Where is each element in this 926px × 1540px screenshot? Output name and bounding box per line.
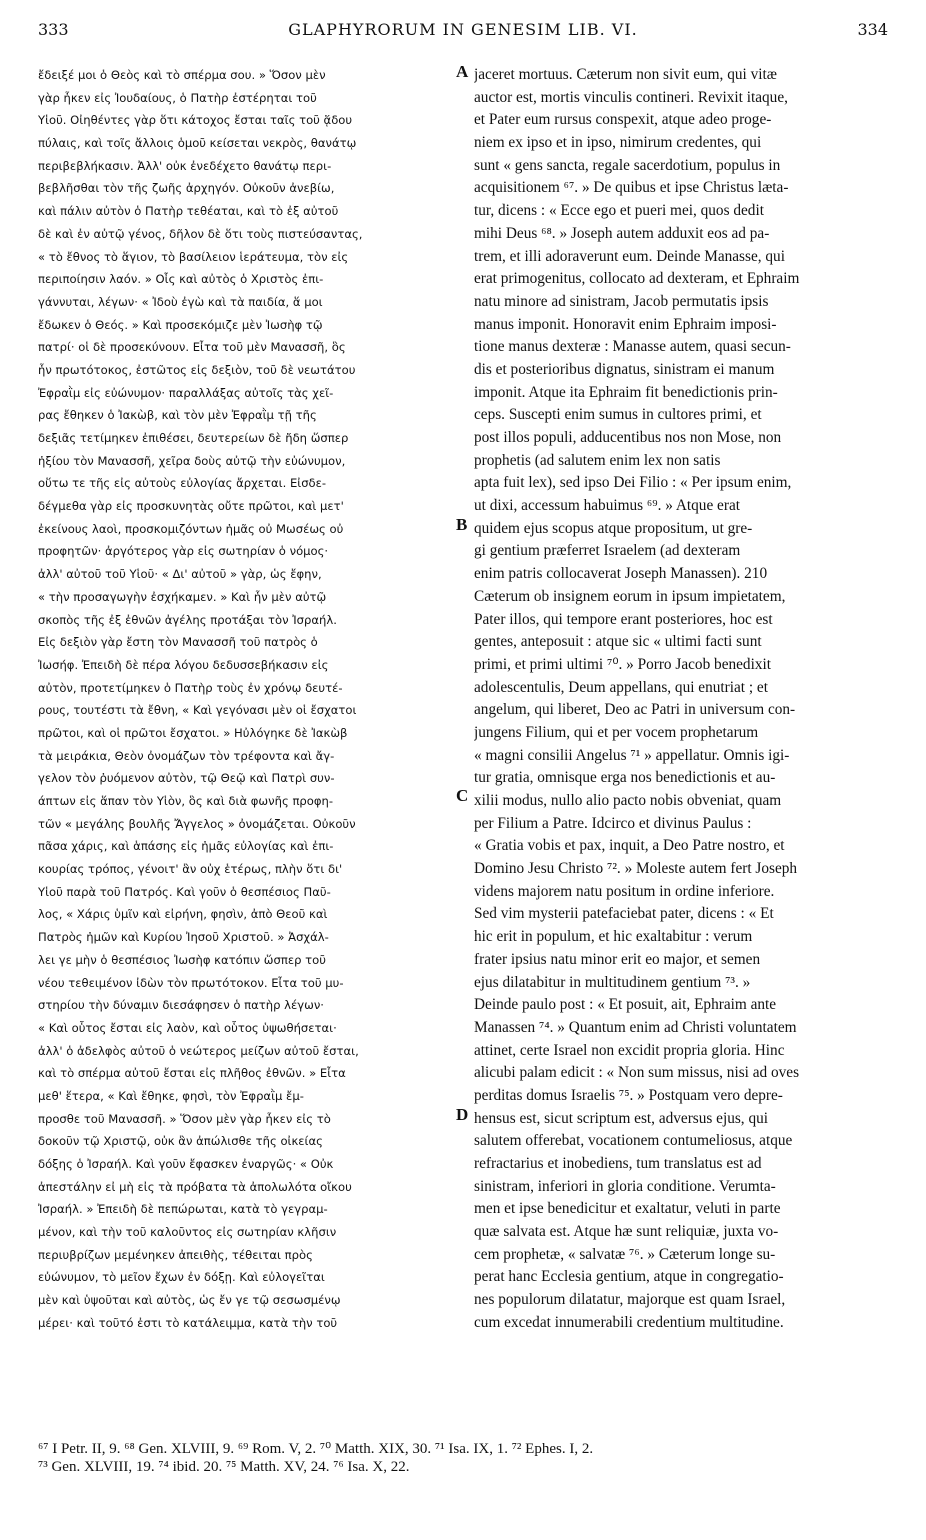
latin-text-line: « magni consilii Angelus ⁷¹ » appellatur. Omnis igi- bbox=[474, 746, 790, 764]
latin-text-line: refractarius et inobediens, tum translatus est ad bbox=[474, 1155, 762, 1172]
latin-text-line: prophetis (ad salutem enim lex non satis bbox=[474, 451, 721, 469]
section-marker-d: D bbox=[456, 1105, 469, 1124]
greek-text-line: δοκοῦν τῷ Χριστῷ, οὐκ ἂν ἀπώλισθε τῆς οἰκείας bbox=[38, 1134, 323, 1149]
latin-text-line: Sed vim mysterii patefaciebat pater, dicens : « Et bbox=[474, 905, 774, 923]
greek-text-line: προσθε τοῦ Μανασσῆ. » Ὅσον μὲν γὰρ ἦκεν εἰς τὸ bbox=[38, 1111, 331, 1126]
latin-text-line: men et ipse benedicitur et exaltatur, veluti in parte bbox=[474, 1200, 781, 1218]
latin-text-line: tur gratia, omnisque erga nos benedictionis et au- bbox=[474, 769, 776, 787]
latin-text-line: Cæterum ob insignem eorum in ipsum impietatem, bbox=[474, 587, 786, 605]
greek-text-line: ρους, τουτέστι τὰ ἔθνη, « Καὶ γεγόνασι μὲν οἱ ἔσχατοι bbox=[38, 703, 357, 718]
section-marker-a: A bbox=[456, 62, 469, 81]
greek-text-line: δόξης ὁ Ἰσραήλ. Καὶ γοῦν ἔφασκεν ἐναργῶς· « Οὐκ bbox=[38, 1157, 334, 1171]
latin-text-line: et Pater eum rursus conspexit, atque adeo proge- bbox=[474, 111, 772, 129]
latin-text-line: alicubi palam edicit : « Non sum missus, nisi ad oves bbox=[474, 1064, 800, 1082]
latin-text-line: hensus est, sicut scriptum est, adversus ejus, qui bbox=[474, 1109, 769, 1127]
section-marker-c: C bbox=[456, 786, 469, 805]
latin-text-line: tione manus dexteræ : Manasse autem, quasi secun- bbox=[474, 338, 791, 356]
greek-text-line: στηρίου τὴν δύναμιν διεσάφησεν ὁ πατὴρ λέγων· bbox=[38, 998, 324, 1013]
latin-text-line: gi gentium præferret Israelem (ad dexteram bbox=[474, 542, 741, 560]
greek-text-column bbox=[38, 64, 458, 1335]
latin-text-line: attinet, certe Israel non excidit propria gloria. Hinc bbox=[474, 1041, 785, 1059]
greek-text-line: περιποίησιν λαόν. » Οἷς καὶ αὐτὸς ὁ Χριστὸς ἐπι- bbox=[38, 272, 324, 287]
latin-text-line: « Gratia vobis et pax, inquit, a Deo Patre nostro, et bbox=[474, 837, 785, 855]
greek-text-line: λει γε μὴν ὁ θεσπέσιος Ἰωσὴφ κατόπιν ὥσπερ τοῦ bbox=[38, 952, 326, 967]
latin-text-line: nes populorum dilatatur, majorque est quam Israel, bbox=[474, 1291, 786, 1309]
greek-text-line: γάννυται, λέγων· « Ἰδοὺ ἐγὼ καὶ τὰ παιδία, ἅ μοι bbox=[38, 294, 323, 309]
latin-text-line: dis et posterioribus dignatus, sinistram ei manum bbox=[474, 360, 775, 378]
greek-text-line: μέρει· καὶ τοῦτό ἐστι τὸ κατάλειμμα, κατὰ τὴν τοῦ bbox=[38, 1315, 338, 1330]
greek-text-line: κουρίας τρόπος, γένοιτ' ἂν οὐχ ἑτέρως, πλὴν ὅτι δι' bbox=[38, 862, 343, 877]
greek-text-line: βεβλῆσθαι τὸν τῆς ζωῆς ἀρχηγόν. Οὐκοῦν ἀνεβίω, bbox=[38, 181, 335, 196]
greek-text-line: ἔδειξέ μοι ὁ Θεὸς καὶ τὸ σπέρμα σου. » Ὅσον μὲν bbox=[38, 68, 326, 82]
greek-text-line: γελον τὸν ῥυόμενον αὐτὸν, τῷ Θεῷ καὶ Πατρὶ συν- bbox=[38, 771, 335, 786]
greek-text-line: τὰ μειράκια, Θεὸν ὀνομάζων τὸν τρέφοντα καὶ ἄγ- bbox=[38, 748, 335, 763]
latin-text-line: primi, et primi ultimi ⁷⁰. » Porro Jacob benedixit bbox=[474, 655, 771, 673]
footnotes bbox=[38, 1440, 888, 1476]
greek-text-line: Ἰωσήφ. Ἐπειδὴ δὲ πέρα λόγου δεδυσσεβήκασιν εἰς bbox=[38, 657, 329, 672]
latin-text-line: per Filium a Patre. Idcirco et divinus Paulus : bbox=[474, 814, 752, 832]
latin-text-line: xilii modus, nullo alio pacto nobis obveniat, quam bbox=[474, 792, 782, 809]
latin-text-line: auctor est, mortis vinculis contineri. Revixit itaque, bbox=[474, 88, 788, 106]
greek-text-line: τῶν « μεγάλης βουλῆς Ἄγγελος » ὀνομάζεται. Οὐκοῦν bbox=[38, 816, 356, 831]
greek-text-line: Πατρὸς ἡμῶν καὶ Κυρίου Ἰησοῦ Χριστοῦ. » Ἀσχάλ- bbox=[38, 930, 329, 945]
running-title: GLAPHYRORUM IN GENESIM LIB. VI. bbox=[288, 20, 638, 39]
latin-text-line: hic erit in populum, et hic exaltabitur : verum bbox=[474, 928, 753, 946]
greek-text-line: αὐτὸν, προτετίμηκεν ὁ Πατὴρ τοὺς ἐν χρόνῳ δευτέ- bbox=[38, 680, 343, 695]
page-number-left: 333 bbox=[38, 20, 69, 39]
greek-text-line: ἠξίου τὸν Μανασσῆ, χεῖρα δοὺς αὐτῷ τὴν εὐώνυμον, bbox=[38, 453, 346, 468]
greek-text-line: σκοπὸς τῆς ἐξ ἐθνῶν ἀγέλης προτάξαι τὸν Ἰσραήλ. bbox=[38, 612, 337, 627]
latin-text-line: Deinde paulo post : « Et posuit, ait, Ephraim ante bbox=[474, 996, 777, 1014]
greek-text-line: καὶ πάλιν αὐτὸν ὁ Πατὴρ τεθέαται, καὶ τὸ ἐξ αὐτοῦ bbox=[38, 204, 339, 219]
latin-text-line: cum excedat innumerabili credentium multitudine. bbox=[474, 1313, 784, 1331]
greek-text-line: « τὴν προσαγωγὴν ἐσχήκαμεν. » Καὶ ἦν μὲν αὐτῷ bbox=[38, 589, 327, 604]
greek-text-line: δεξιᾶς τετίμηκεν ἐπιθέσει, δευτερείων δὲ ἤδη ὥσπερ bbox=[38, 431, 349, 445]
greek-text-line: προφητῶν· ἀργότερος γὰρ εἰς σωτηρίαν ὁ νόμος· bbox=[38, 544, 329, 559]
page-header bbox=[0, 0, 926, 70]
greek-text-line: « τὸ ἔθνος τὸ ἅγιον, τὸ βασίλειον ἱεράτευμα, τὸν εἰς bbox=[38, 249, 349, 264]
footnote-line: ⁷³ Gen. XLVIII, 19. ⁷⁴ ibid. 20. ⁷⁵ Matth. XV, 24. ⁷⁶ Isa. X, 22. bbox=[38, 1459, 410, 1475]
latin-text-line: jaceret mortuus. Cæterum non sivit eum, qui vitæ bbox=[474, 66, 777, 83]
latin-text-line: jungens Filium, qui et per vocem prophetarum bbox=[474, 723, 759, 741]
latin-text-line: videns majorem natu positum in ordine inferiore. bbox=[474, 882, 775, 900]
greek-text-line: δὲ καὶ ἐν αὐτῷ γένος, δῆλον δὲ ὅτι τοὺς πιστεύσαντας, bbox=[38, 226, 363, 241]
greek-text-line: γὰρ ἦκεν εἰς Ἰουδαίους, ὁ Πατὴρ ἐστέρηται τοῦ bbox=[38, 90, 317, 105]
greek-text-line: εὐώνυμον, τὸ μεῖον ἔχων ἐν δόξῃ. Καὶ εὐλογεῖται bbox=[38, 1270, 325, 1285]
greek-text-line: πύλαις, καὶ τοῖς ἄλλοις ὁμοῦ κείσεται νεκρὸς, θανάτῳ bbox=[38, 136, 357, 151]
greek-text-line: οὕτω τε τῆς εἰς αὐτοὺς εὐλογίας ἄρχεται. Εἰσδε- bbox=[38, 476, 327, 491]
greek-text-line: Ἰσραήλ. » Ἐπειδὴ δὲ πεπώρωται, κατὰ τὸ γεγραμ- bbox=[38, 1202, 328, 1217]
greek-text-line: Υἱοῦ παρὰ τοῦ Πατρός. Καὶ γοῦν ὁ θεσπέσιος Παῦ- bbox=[38, 884, 331, 899]
latin-text-line: cem prophetæ, « salvatæ ⁷⁶. » Cæterum longe su- bbox=[474, 1245, 776, 1263]
greek-text-line: πρῶτοι, καὶ οἱ πρῶτοι ἔσχατοι. » Ηὐλόγηκε δὲ Ἰακὼβ bbox=[38, 725, 348, 740]
latin-text-line: sinistram, inferiori in gloria conditione. Verumta- bbox=[474, 1177, 776, 1195]
latin-text-line: ceps. Suscepti enim sumus in cultores primi, et bbox=[474, 406, 762, 424]
greek-text-line: ἀλλ' ὁ ἀδελφὸς αὐτοῦ ὁ νεώτερος μείζων αὐτοῦ ἔσται, bbox=[38, 1043, 359, 1058]
section-marker-b: B bbox=[456, 515, 468, 534]
greek-text-line: ἀπεστάλην εἰ μὴ εἰς τὰ πρόβατα τὰ ἀπολωλότα οἴκου bbox=[38, 1179, 352, 1194]
greek-text-line: μεθ' ἕτερα, « Καὶ ἔθηκε, φησὶ, τὸν Ἐφραῒμ ἔμ- bbox=[38, 1088, 304, 1103]
latin-text-line: perat hanc Ecclesia gentium, atque in congregatio- bbox=[474, 1268, 784, 1286]
greek-text-line: Εἰς δεξιὸν γὰρ ἔστη τὸν Μανασσῆ τοῦ πατρὸς ὁ bbox=[38, 635, 318, 650]
page-number-right: 334 bbox=[857, 20, 888, 39]
latin-text-line: perditas domus Israelis ⁷⁵. » Postquam vero depre- bbox=[474, 1086, 783, 1104]
greek-text-line: λος, « Χάρις ὑμῖν καὶ εἰρήνη, φησὶν, ἀπὸ Θεοῦ καὶ bbox=[38, 907, 328, 922]
greek-text-line: Ἐφραῒμ εἰς εὐώνυμον· παραλλάξας αὐτοῖς τὰς χεῖ- bbox=[38, 385, 334, 400]
latin-text-line: Domino Jesu Christo ⁷². » Moleste autem fert Joseph bbox=[474, 860, 798, 878]
greek-text-line: νέου τεθειμένον ἰδὼν τὸν πρωτότοκον. Εἶτα τοῦ μυ- bbox=[38, 975, 344, 990]
latin-text-line: Pater illos, qui tempore erant posteriores, hoc est bbox=[474, 610, 773, 628]
latin-text-line: ejus dilatabitur in multitudinem gentium ⁷³. » bbox=[474, 973, 751, 991]
latin-text-line: gentes, anteposuit : atque sic « ultimi facti sunt bbox=[474, 633, 762, 651]
greek-text-line: ρας ἔθηκεν ὁ Ἰακὼβ, καὶ τὸν μὲν Ἐφραῒμ τῇ τῆς bbox=[38, 408, 317, 423]
latin-text-line: Manassen ⁷⁴. » Quantum enim ad Christi voluntatem bbox=[474, 1018, 797, 1036]
footnote-line: ⁶⁷ I Petr. II, 9. ⁶⁸ Gen. XLVIII, 9. ⁶⁹ Rom. V, 2. ⁷⁰ Matth. XIX, 30. ⁷¹ Isa. IX, 1. ⁷² Ephes. I, 2. bbox=[38, 1441, 594, 1457]
greek-text-line: άπτων εἰς ἅπαν τὸν Υἱὸν, ὃς καὶ διὰ φωνῆς προφη- bbox=[38, 794, 334, 808]
greek-text-line: πατρί· οἱ δὲ προσεκύνουν. Εἶτα τοῦ μὲν Μανασσῆ, ὃς bbox=[38, 340, 346, 355]
latin-text-line: mihi Deus ⁶⁸. » Joseph autem adduxit eos ad pa- bbox=[474, 224, 770, 242]
latin-text-line: apta fuit lex), sed ipso Dei Filio : « Per ipsum enim, bbox=[474, 474, 792, 492]
greek-text-line: ἦν πρωτότοκος, ἐστῶτος εἰς δεξιὸν, τοῦ δὲ νεωτάτου bbox=[38, 362, 356, 377]
latin-text-line: enim patris collocaverat Joseph Manassen). 210 bbox=[474, 565, 768, 583]
latin-text-line: manus imponit. Honoravit enim Ephraim imposi- bbox=[474, 315, 777, 333]
latin-text-line: sunt « gens sancta, regale sacerdotium, populus in bbox=[474, 156, 781, 174]
latin-text-line: angelum, qui liberet, Deo ac Patri in universum con- bbox=[474, 701, 796, 719]
latin-text-line: niem ex ipso et in ipso, nimirum credentes, qui bbox=[474, 134, 762, 152]
latin-text-line: trem, et illi adoraverunt eum. Deinde Manasse, qui bbox=[474, 247, 785, 265]
latin-text-line: ut dixi, accessum habuimus ⁶⁹. » Atque erat bbox=[474, 497, 740, 515]
greek-text-line: μὲν καὶ ὑψοῦται καὶ αὐτὸς, ὡς ἔν γε τῷ σεσωσμένῳ bbox=[38, 1293, 341, 1308]
greek-text-line: περιυβρίζων μεμένηκεν ἀπειθὴς, τέθειται πρὸς bbox=[38, 1247, 313, 1262]
latin-text-line: frater ipsius natu minor erit eo major, et semen bbox=[474, 950, 761, 968]
greek-text-line: περιβεβλήκασιν. Ἀλλ' οὐκ ἐνεδέχετο θανάτῳ περι- bbox=[38, 158, 332, 173]
latin-text-line: erat primogenitus, collocato ad dexteram, et Ephraim bbox=[474, 270, 800, 288]
greek-text-line: ἐκείνους λαοὶ, προσκομιζόντων ἡμᾶς οὐ Μωσέως οὐ bbox=[38, 521, 344, 536]
greek-text-line: ἀλλ' αὐτοῦ τοῦ Υἱοῦ· « Δι' αὐτοῦ » γὰρ, ὡς ἔφην, bbox=[38, 567, 322, 582]
latin-text-line: acquisitionem ⁶⁷. » De quibus et ipse Christus læta- bbox=[474, 179, 789, 197]
latin-text-line: adolescentulis, Deum appellans, qui enutriat ; et bbox=[474, 678, 768, 696]
latin-text-line: quæ salvata est. Atque hæ sunt reliquiæ, juxta vo- bbox=[474, 1223, 779, 1241]
greek-text-line: δέγμεθα γὰρ εἰς προσκυνητὰς οὔτε πρῶτοι, καὶ μετ' bbox=[38, 499, 344, 514]
greek-text-line: πᾶσα χάρις, καὶ ἁπάσης εἰς ἡμᾶς εὐλογίας καὶ ἐπι- bbox=[38, 839, 334, 854]
greek-text-line: μένον, καὶ τὴν τοῦ καλοῦντος εἰς σωτηρίαν κλῆσιν bbox=[38, 1225, 337, 1240]
greek-text-line: « Καὶ οὗτος ἔσται εἰς λαὸν, καὶ οὗτος ὑψωθήσεται· bbox=[38, 1020, 337, 1035]
latin-text-column bbox=[474, 64, 888, 1335]
latin-text-line: imponit. Atque ita Ephraim fit benedictionis prin- bbox=[474, 383, 778, 401]
greek-text-line: Υἱοῦ. Οἰηθέντες γὰρ ὅτι κάτοχος ἔσται ταῖς τοῦ ᾅδου bbox=[38, 113, 353, 128]
latin-text-line: natu minore ad sinistram, Jacob permutatis ipsis bbox=[474, 292, 769, 310]
latin-text-line: tur, dicens : « Ecce ego et pueri mei, quos dedit bbox=[474, 202, 764, 220]
latin-text-line: post illos populi, adducentibus nos non Mose, non bbox=[474, 429, 782, 446]
latin-text-line: quidem ejus scopus atque propositum, ut gre- bbox=[474, 519, 753, 537]
greek-text-line: ἔδωκεν ὁ Θεός. » Καὶ προσεκόμιζε μὲν Ἰωσὴφ τῷ bbox=[38, 317, 323, 332]
greek-text-line: καὶ τὸ σπέρμα αὐτοῦ ἔσται εἰς πλῆθος ἐθνῶν. » Εἶτα bbox=[38, 1066, 346, 1081]
latin-text-line: salutem offerebat, vocationem contumeliosus, atque bbox=[474, 1132, 793, 1150]
